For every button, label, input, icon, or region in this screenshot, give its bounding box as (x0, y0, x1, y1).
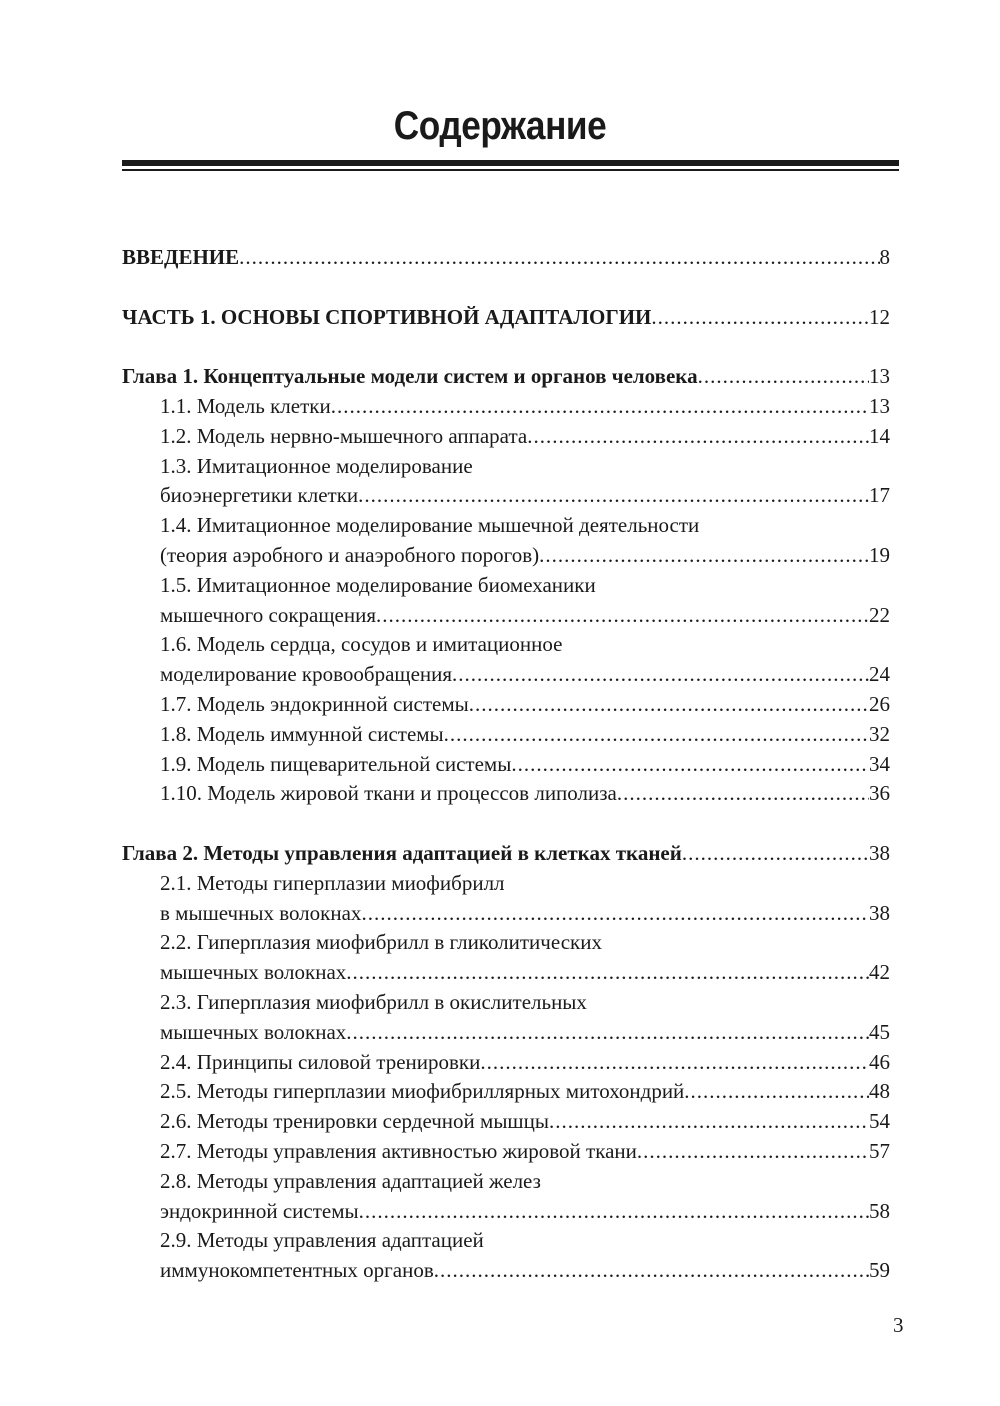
toc-page-number: 8 (879, 245, 890, 269)
page-title: Содержание (393, 104, 607, 148)
toc-entry-section[interactable] (122, 988, 890, 1048)
toc-entry-title: 2.1. Методы гиперплазии миофибрилл (160, 870, 505, 895)
toc-page-number: 26 (869, 691, 890, 716)
toc-entry-title: 1.5. Имитационное моделирование биомеханики (160, 572, 596, 597)
toc-entry-section[interactable] (122, 869, 890, 929)
toc-entry-section[interactable] (122, 392, 890, 422)
toc-page-number: 58 (869, 1198, 890, 1223)
dot-leader (434, 1256, 869, 1286)
dot-leader (469, 690, 869, 720)
toc-entry-section[interactable] (122, 1077, 890, 1107)
dot-leader (651, 303, 869, 333)
toc-page-number: 34 (869, 751, 890, 776)
dot-leader (698, 362, 869, 392)
toc-entry-title: 2.5. Методы гиперплазии миофибриллярных митохондрий (160, 1079, 685, 1104)
dot-leader (444, 720, 869, 750)
toc-entry-section[interactable] (122, 1048, 890, 1078)
toc-entry-title: биоэнергетики клетки (160, 483, 359, 508)
toc-entry-title: 1.7. Модель эндокринной системы (160, 691, 469, 716)
toc-page-number: 17 (869, 483, 890, 508)
toc-entry-section[interactable] (122, 452, 890, 512)
dot-leader (637, 1137, 869, 1167)
title-rule-thick (122, 160, 899, 166)
toc-entry-title: моделирование кровообращения (160, 662, 453, 687)
toc-entry-section[interactable] (122, 1226, 890, 1286)
dot-leader (358, 481, 869, 511)
toc-entry-title: эндокринной системы (160, 1198, 359, 1223)
toc-page-number: 24 (869, 662, 890, 687)
toc-entry-title: 2.8. Методы управления адаптацией желез (160, 1168, 541, 1193)
toc-entry-section[interactable] (122, 1137, 890, 1167)
toc-page-number: 42 (869, 960, 890, 985)
toc-page-number: 36 (869, 781, 890, 806)
toc-entry-title: 2.2. Гиперплазия миофибрилл в гликолитических (160, 930, 602, 955)
toc-entry-title: 2.3. Гиперплазия миофибрилл в окислительных (160, 989, 587, 1014)
toc-entry-title: 2.9. Методы управления адаптацией (160, 1228, 484, 1253)
dot-leader (452, 660, 869, 690)
dot-leader (539, 541, 869, 571)
toc-entry-part[interactable] (122, 243, 890, 273)
dot-leader (331, 392, 869, 422)
toc-entry-title: 1.2. Модель нервно-мышечного аппарата (160, 423, 528, 448)
toc-entry-title: 2.7. Методы управления активностью жировой ткани (160, 1138, 637, 1163)
toc-entry-section[interactable] (122, 720, 890, 750)
toc-page-number: 59 (869, 1258, 890, 1283)
toc-entry-title: иммунокомпетентных органов (160, 1258, 434, 1283)
toc-page-number: 13 (869, 393, 890, 418)
toc-entry-section[interactable] (122, 1107, 890, 1137)
dot-leader (346, 958, 869, 988)
dot-leader (684, 1077, 869, 1107)
toc-entry-title: ВВЕДЕНИЕ (122, 245, 240, 269)
toc-entry-section[interactable] (122, 571, 890, 631)
toc-entry-chapter[interactable] (122, 839, 890, 869)
dot-leader (682, 839, 869, 869)
dot-leader (549, 1107, 869, 1137)
dot-leader (617, 779, 869, 809)
toc-page-number: 14 (869, 423, 890, 448)
toc-entry-title: 2.6. Методы тренировки сердечной мышцы (160, 1109, 549, 1134)
toc-entry-section[interactable] (122, 422, 890, 452)
toc-entry-section[interactable] (122, 750, 890, 780)
toc-entry-title: 2.4. Принципы силовой тренировки (160, 1049, 481, 1074)
toc-entry-section[interactable] (122, 1167, 890, 1227)
toc-entry-title: 1.9. Модель пищеварительной системы (160, 751, 512, 776)
toc-entry-title: 1.3. Имитационное моделирование (160, 453, 473, 478)
toc-page-number: 46 (869, 1049, 890, 1074)
table-of-contents (122, 243, 890, 1286)
toc-entry-title: 1.8. Модель иммунной системы (160, 721, 444, 746)
toc-page-number: 32 (869, 721, 890, 746)
toc-entry-title: мышечного сокращения (160, 602, 376, 627)
toc-entry-section[interactable] (122, 511, 890, 571)
toc-page-number: 19 (869, 542, 890, 567)
toc-entry-title: мышечных волокнах (160, 1019, 347, 1044)
dot-leader (511, 750, 869, 780)
toc-page-number: 45 (869, 1019, 890, 1044)
toc-entry-title: Глава 2. Методы управления адаптацией в клетках тканей (122, 840, 682, 865)
toc-page-number: 13 (869, 364, 890, 389)
toc-entry-title: (теория аэробного и анаэробного порогов) (160, 542, 540, 567)
toc-entry-section[interactable] (122, 690, 890, 720)
toc-entry-title: в мышечных волокнах (160, 900, 362, 925)
toc-entry-section[interactable] (122, 779, 890, 809)
dot-leader (239, 243, 879, 273)
toc-page-number: 54 (869, 1109, 890, 1134)
toc-entry-title: 1.4. Имитационное моделирование мышечной деятельности (160, 513, 700, 538)
toc-page-number: 38 (869, 900, 890, 925)
dot-leader (527, 422, 869, 452)
toc-entry-section[interactable] (122, 928, 890, 988)
dot-leader (480, 1048, 869, 1078)
toc-entry-section[interactable] (122, 630, 890, 690)
page-number: 3 (893, 1313, 904, 1337)
toc-entry-title: ЧАСТЬ 1. ОСНОВЫ СПОРТИВНОЙ АДАПТАЛОГИИ (122, 304, 652, 329)
dot-leader (376, 601, 869, 631)
toc-page-number: 57 (869, 1138, 890, 1163)
title-rule-thin (122, 169, 899, 171)
dot-leader (346, 1018, 869, 1048)
toc-page-number: 48 (869, 1079, 890, 1104)
toc-page-number: 22 (869, 602, 890, 627)
toc-entry-title: мышечных волокнах (160, 960, 347, 985)
toc-entry-title: 1.1. Модель клетки (160, 393, 331, 418)
toc-entry-part[interactable] (122, 303, 890, 333)
toc-entry-chapter[interactable] (122, 362, 890, 392)
toc-entry-title: Глава 1. Концептуальные модели систем и органов человека (122, 364, 698, 389)
toc-page-number: 38 (869, 840, 890, 865)
dot-leader (359, 1197, 869, 1227)
toc-entry-title: 1.10. Модель жировой ткани и процессов липолиза (160, 781, 617, 806)
toc-page-number: 12 (869, 304, 890, 329)
toc-entry-title: 1.6. Модель сердца, сосудов и имитационное (160, 632, 563, 657)
dot-leader (361, 899, 869, 929)
